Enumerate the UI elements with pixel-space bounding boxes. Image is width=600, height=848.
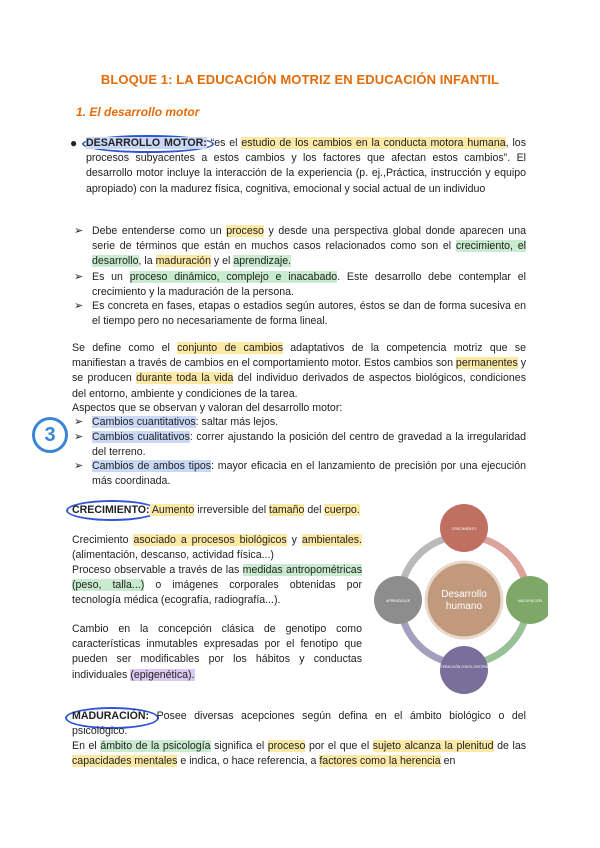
diagram-center-node bbox=[426, 562, 502, 638]
arrow-item-2: Es un proceso dinámico, complejo e inacabado. Este desarrollo debe contemplar el crecimiento y la maduración de la persona. bbox=[92, 271, 526, 299]
aspect-bullet-1: ➢ bbox=[74, 416, 84, 428]
aspect-bullet-3: ➢ bbox=[74, 460, 84, 472]
desarrollo-humano-diagram bbox=[368, 498, 548, 694]
maduracion-definition: MADURACIÓN: Posee diversas acepciones según defina en el ámbito biológico o del psicológico. bbox=[72, 710, 526, 738]
diagram-node-right-label: MADURACIÓN bbox=[518, 599, 542, 603]
term-crecimiento: CRECIMIENTO: bbox=[72, 504, 150, 516]
diagram-center-label-2: humano bbox=[445, 601, 483, 612]
bullet-dot: ● bbox=[70, 136, 78, 150]
aspect-item-2: Cambios cualitativos: correr ajustando la posición del centro de gravedad a la irregularidad del terreno. bbox=[92, 431, 526, 459]
aspect-item-3: Cambios de ambos tipos: mayor eficacia en el lanzamiento de precisión por una ejecución más coordinada. bbox=[92, 460, 527, 488]
diagram-node-bottom bbox=[440, 646, 488, 694]
handwritten-number-3: 3 bbox=[32, 417, 68, 453]
crecimiento-line-2: Crecimiento asociado a procesos biológicos y ambientales. (alimentación, descanso, actividad física...) bbox=[72, 534, 362, 562]
desarrollo-motor-paragraph: DESARROLLO MOTOR: “es el estudio de los cambios en la conducta motora humana, los procesos subyacentes a estos cambios y los factores que afectan estos cambios”. El desarrollo motor incluye la interacción de la experiencia (p. ej.,Práctica, instrucción y equipo apropiado) con la madurez física, cognitiva, emocional y social actual de un individuo bbox=[86, 137, 526, 195]
diagram-center-label: Desarrollo bbox=[441, 589, 487, 600]
arrow-bullet-1: ➢ bbox=[74, 225, 84, 237]
aspects-intro: Aspectos que se observan y valoran del desarrollo motor: bbox=[72, 402, 343, 414]
arrow-bullet-3: ➢ bbox=[74, 300, 84, 312]
term-desarrollo-motor: DESARROLLO MOTOR: bbox=[86, 137, 207, 149]
arrow-item-1: Debe entenderse como un proceso y desde una perspectiva global donde aparecen una serie de términos que están en muchos casos relacionados como son el crecimiento, el desarrollo, la maduración y el aprendizaje. bbox=[92, 225, 526, 268]
term-maduracion: MADURACIÓN: bbox=[72, 710, 150, 722]
aspect-bullet-2: ➢ bbox=[74, 431, 84, 443]
aspect-item-1: Cambios cuantitativos: saltar más lejos. bbox=[92, 416, 279, 428]
section-title: 1. El desarrollo motor bbox=[76, 105, 200, 119]
diagram-node-top-label: CRECIMIENTO bbox=[451, 527, 477, 531]
arrow-bullet-2: ➢ bbox=[74, 271, 84, 283]
diagram-node-left-label: APRENDIZAJE bbox=[385, 599, 411, 603]
diagram-node-bottom-label: INTERACCIÓN CON EL ENTORNO bbox=[437, 665, 491, 669]
definition-paragraph: Se define como el conjunto de cambios adaptativos de la competencia motriz que se manifiestan a través de cambios en el comportamiento motor. Estos cambios son permanentes y se producen durante toda la vida del individuo derivados de aspectos biológicos, condiciones del entorno, ambiente y condiciones de la tarea. bbox=[72, 342, 527, 400]
crecimiento-definition: CRECIMIENTO: Aumento irreversible del tamaño del cuerpo. bbox=[72, 504, 360, 516]
maduracion-paragraph: En el ámbito de la psicología significa el proceso por el que el sujeto alcanza la plenitud de las capacidades mentales e indica, o hace referencia, a factores como la herencia en bbox=[72, 740, 527, 768]
crecimiento-line-3: Proceso observable a través de las medidas antropométricas (peso, talla...) o imágenes corporales obtenidas por tecnología médica (ecografía, radiografía...). bbox=[72, 564, 362, 607]
arrow-item-3: Es concreta en fases, etapas o estadios según autores, éstos se dan de forma sucesiva en el tiempo pero no necesariamente de forma lineal. bbox=[92, 300, 526, 328]
document-title: BLOQUE 1: LA EDUCACIÓN MOTRIZ EN EDUCACIÓN INFANTIL bbox=[100, 72, 500, 87]
crecimiento-line-4: Cambio en la concepción clásica de genotipo como características inmutables expresadas por el fenotipo que pueden ser modificables por los hábitos y conductas individuales (epigenética). bbox=[72, 623, 362, 681]
